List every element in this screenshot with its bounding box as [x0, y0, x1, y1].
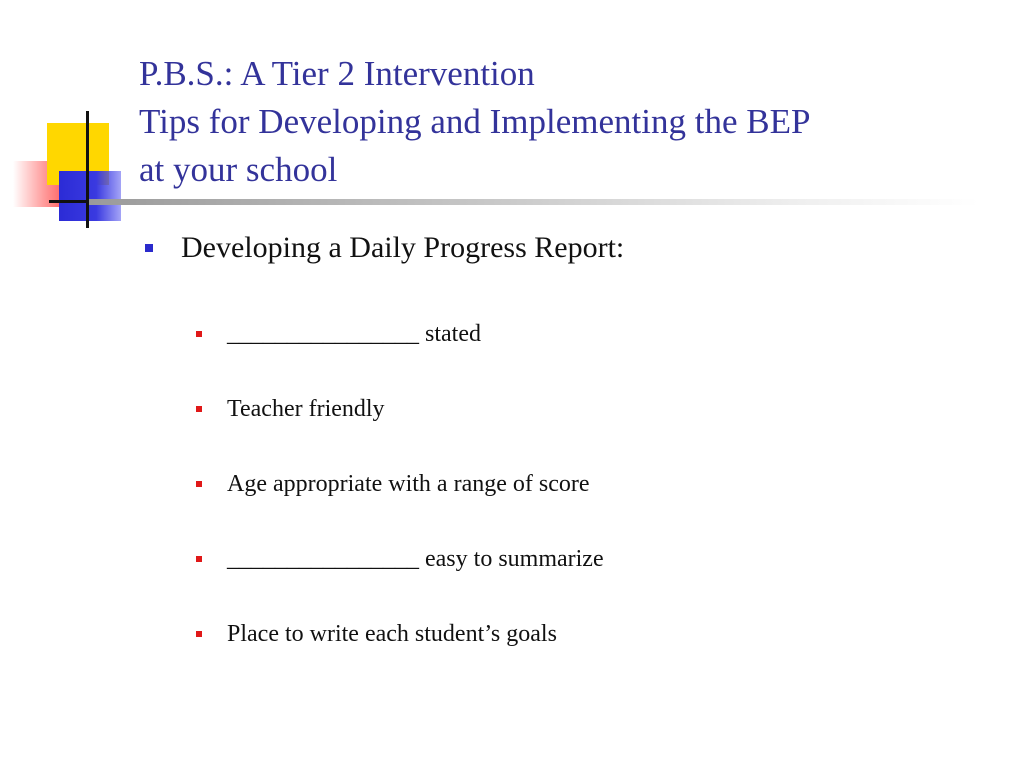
- title-divider: [89, 199, 979, 205]
- decorative-vertical-line: [86, 111, 89, 228]
- list-item-text: Teacher friendly: [227, 395, 385, 422]
- square-bullet-icon: [196, 481, 202, 487]
- list-item: [196, 615, 604, 653]
- title-line-2: Tips for Developing and Implementing the BEP: [139, 102, 811, 141]
- list-item: [196, 540, 604, 578]
- list-item: [196, 390, 604, 428]
- list-item-text: Age appropriate with a range of score: [227, 470, 590, 497]
- sub-bullet-list: [196, 315, 604, 690]
- title-line-1: P.B.S.: A Tier 2 Intervention: [139, 54, 535, 93]
- list-item-text: Place to write each student’s goals: [227, 620, 557, 647]
- list-item: [196, 465, 604, 503]
- square-bullet-icon: [196, 631, 202, 637]
- list-item: [196, 315, 604, 353]
- square-bullet-icon: [196, 406, 202, 412]
- square-bullet-icon: [196, 556, 202, 562]
- list-item-text: ________________ stated: [227, 320, 481, 347]
- main-bullet-item: [145, 228, 624, 268]
- main-bullet-text: Developing a Daily Progress Report:: [181, 231, 625, 264]
- decorative-blue-block: [59, 171, 121, 221]
- list-item-text: ________________ easy to summarize: [227, 545, 604, 572]
- square-bullet-icon: [145, 244, 153, 252]
- slide-title: [139, 50, 999, 194]
- title-line-3: at your school: [139, 150, 338, 189]
- square-bullet-icon: [196, 331, 202, 337]
